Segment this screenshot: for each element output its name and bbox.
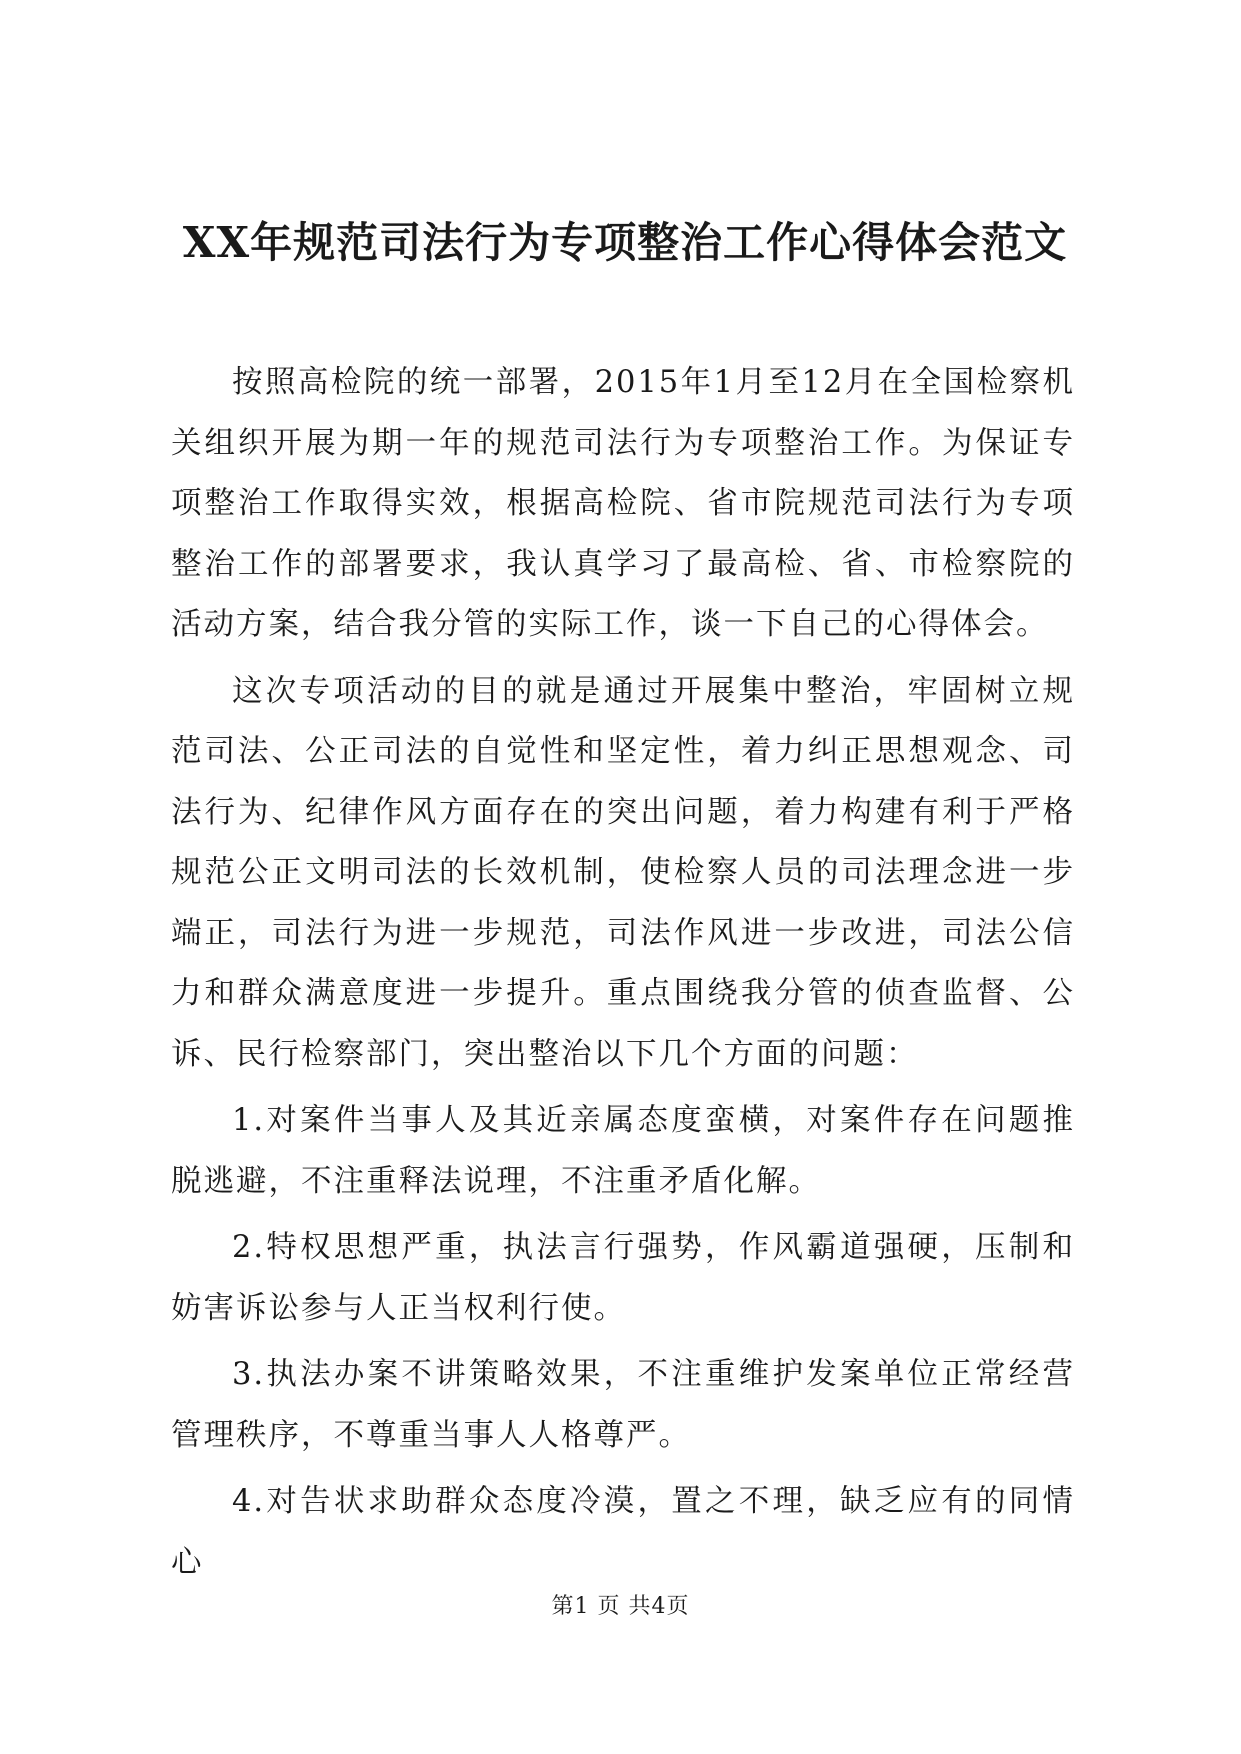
page-suffix: 页 [666, 1594, 690, 1619]
paragraph-purpose: 这次专项活动的目的就是通过开展集中整治，牢固树立规范司法、公正司法的自觉性和坚定性，着力纠正思想观念、司法行为、纪律作风方面存在的突出问题，着力构建有利于严格规范公正文明司法的长效机制，使检察人员的司法理念进一步端正，司法行为进一步规范，司法作风进一步改进，司法公信力和群众满意度进一步提升。重点围绕我分管的侦查监督、公诉、民行检察部门，突出整治以下几个方面的问题： [171, 673, 1075, 1072]
document-body [171, 353, 1075, 1599]
list-item-3: 3.执法办案不讲策略效果，不注重维护发案单位正常经营管理秩序，不尊重当事人人格尊严。 [171, 1357, 1075, 1453]
page-current-number: 1 [574, 1594, 590, 1619]
page-prefix: 第 [551, 1594, 575, 1619]
paragraph-intro: 按照高检院的统一部署，2015年1月至12月在全国检察机关组织开展为期一年的规范司法行为专项整治工作。为保证专项整治工作取得实效，根据高检院、省市院规范司法行为专项整治工作的部署要求，我认真学习了最高检、省、市检察院的活动方案，结合我分管的实际工作，谈一下自己的心得体会。 [171, 365, 1075, 642]
list-item-4: 4.对告状求助群众态度冷漠，置之不理，缺乏应有的同情心 [171, 1484, 1075, 1580]
page-mid-text: 页 共 [597, 1594, 652, 1619]
page-footer [0, 1592, 1241, 1622]
list-item-2: 2.特权思想严重，执法言行强势，作风霸道强硬，压制和妨害诉讼参与人正当权利行使。 [171, 1230, 1075, 1326]
document-title: XX年规范司法行为专项整治工作心得体会范文 [182, 218, 1068, 267]
list-item-1: 1.对案件当事人及其近亲属态度蛮横，对案件存在问题推脱逃避，不注重释法说理，不注重矛盾化解。 [171, 1103, 1075, 1199]
page-total-number: 4 [651, 1594, 667, 1619]
